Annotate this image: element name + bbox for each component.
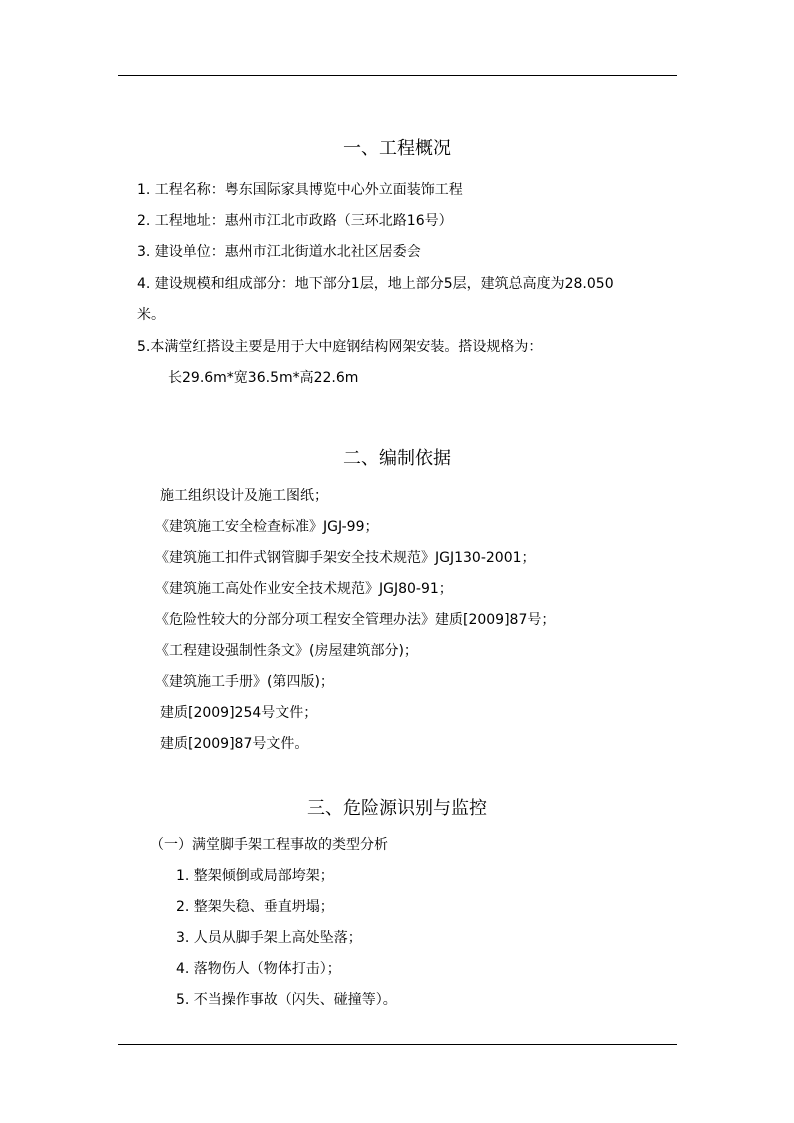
section2-item-2: 《建筑施工安全检查标准》JGJ-99； [155, 519, 379, 535]
section3-item-4: 4. 落物伤人（物体打击）； [176, 961, 341, 977]
section1-item-5: 5.本满堂红搭设主要是用于大中庭钢结构网架安装。搭设规格为： [137, 339, 543, 355]
section1-title: 一、工程概况 [343, 138, 451, 159]
section3-item-5: 5. 不当操作事故（闪失、碰撞等）。 [176, 992, 397, 1008]
section1-item-2: 2. 工程地址：惠州市江北市政路（三环北路16号） [137, 213, 453, 229]
section2-item-8: 建质[2009]254号文件； [160, 705, 318, 721]
section2-item-7: 《建筑施工手册》(第四版)； [155, 674, 334, 690]
section1-item-4-cont: 米。 [137, 307, 165, 323]
section3-title: 三、危险源识别与监控 [307, 798, 487, 819]
section2-item-1: 施工组织设计及施工图纸； [160, 488, 328, 504]
section2-title: 二、编制依据 [343, 448, 451, 469]
section2-item-3: 《建筑施工扣件式钢管脚手架安全技术规范》JGJ130-2001； [155, 550, 536, 566]
section3-item-2: 2. 整架失稳、垂直坍塌； [176, 899, 334, 915]
section2-item-5: 《危险性较大的分部分项工程安全管理办法》建质[2009]87号； [155, 612, 556, 628]
footer-rule [118, 1044, 677, 1045]
section1-item-3: 3. 建设单位：惠州市江北街道水北社区居委会 [137, 244, 421, 260]
section1-item-1: 1. 工程名称：粤东国际家具博览中心外立面装饰工程 [137, 182, 463, 198]
section3-subtitle: （一）满堂脚手架工程事故的类型分析 [150, 837, 388, 853]
section2-item-9: 建质[2009]87号文件。 [160, 736, 309, 752]
section2-item-6: 《工程建设强制性条文》(房屋建筑部分)； [155, 643, 418, 659]
section3-item-1: 1. 整架倾倒或局部垮架； [176, 868, 334, 884]
header-rule [118, 75, 677, 76]
section2-item-4: 《建筑施工高处作业安全技术规范》JGJ80-91； [155, 581, 453, 597]
section1-item-5-spec: 长29.6m*宽36.5m*高22.6m [168, 370, 359, 386]
section1-item-4: 4. 建设规模和组成部分：地下部分1层，地上部分5层，建筑总高度为28.050 [137, 276, 614, 292]
section3-item-3: 3. 人员从脚手架上高处坠落； [176, 930, 362, 946]
